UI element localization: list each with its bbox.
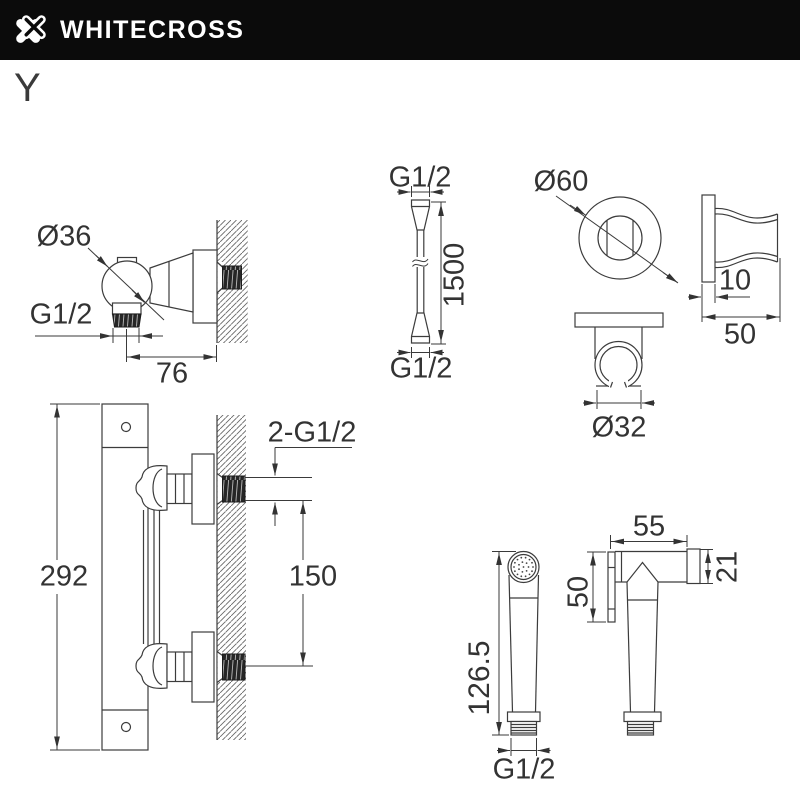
dim-holder-plate: 10 — [718, 264, 752, 297]
bar-bottom-wall-thread — [223, 654, 246, 680]
elbow-outlet-thread — [113, 314, 142, 327]
hose-top-fitting — [412, 200, 430, 230]
dim-sprayer-width: 55 — [632, 510, 666, 543]
hose-break-mark — [413, 259, 429, 262]
brand-name: WHITECROSS — [60, 15, 245, 44]
hose-drawing — [397, 186, 446, 358]
dim-holder-depth: 50 — [723, 318, 757, 351]
sprayer-barrel-cap — [687, 549, 700, 584]
holder-face-outer — [579, 197, 661, 279]
dim-sprayer-height: 126.5 — [463, 640, 496, 716]
dim-sprayer-thread: G1/2 — [492, 753, 556, 786]
holder-bottom-plate — [575, 313, 663, 327]
dim-elbow-depth: 76 — [155, 357, 189, 390]
holder-side-plate — [702, 195, 715, 282]
variant-label: Y — [14, 66, 41, 110]
dim-bar-threads: 2-G1/2 — [267, 416, 357, 449]
dim-holder-face: Ø60 — [533, 165, 589, 198]
dim-holder-clamp: Ø32 — [591, 411, 647, 444]
elbow-wall-thread — [223, 266, 242, 289]
dim-sprayer-flange: 50 — [562, 575, 595, 609]
sprayer-drawing — [492, 535, 713, 756]
bar-mount-plate — [102, 404, 148, 750]
dim-hose-bottom-thread: G1/2 — [389, 352, 453, 385]
bar-top-wall-thread — [223, 476, 246, 502]
dim-hose-length: 1500 — [438, 242, 471, 308]
dim-bar-height: 292 — [39, 560, 89, 593]
dim-bar-spacing: 150 — [288, 560, 338, 593]
holder-drawing — [556, 195, 780, 409]
bar-drawing — [50, 404, 352, 750]
elbow-wall-flange — [193, 250, 217, 323]
dim-elbow-diameter: Ø36 — [36, 220, 92, 253]
hose-bottom-fitting — [412, 313, 430, 343]
dim-hose-top-thread: G1/2 — [388, 161, 452, 194]
sprayer-side-flange — [608, 552, 615, 622]
dim-elbow-thread: G1/2 — [29, 298, 93, 331]
dim-sprayer-barrel: 21 — [711, 550, 744, 584]
bar-wall-hatch — [217, 415, 246, 740]
elbow-drawing — [35, 220, 248, 362]
